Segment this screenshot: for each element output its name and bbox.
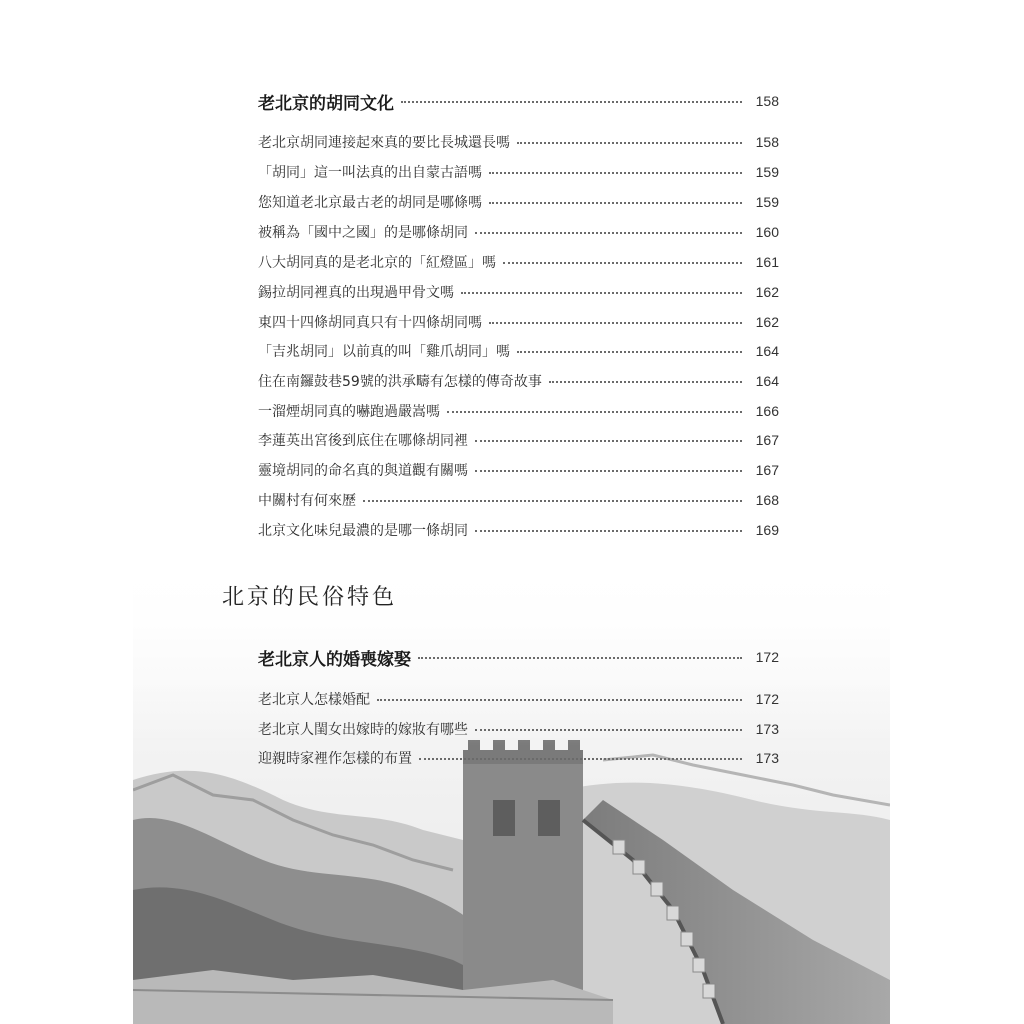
item-title: 老北京人怎樣婚配 — [258, 692, 370, 708]
page-number: 162 — [755, 314, 779, 330]
page-number: 172 — [755, 649, 779, 665]
chapter-title: 老北京的胡同文化 — [258, 93, 394, 114]
dot-leader — [517, 351, 742, 353]
dot-leader — [461, 292, 742, 294]
toc-item[interactable] — [258, 460, 779, 480]
item-title: 中關村有何來歷 — [258, 493, 356, 509]
page-number: 167 — [755, 432, 779, 448]
page-number: 172 — [755, 691, 779, 707]
dot-leader — [517, 142, 742, 144]
toc-item[interactable] — [258, 341, 779, 361]
page-number: 161 — [755, 254, 779, 270]
toc-item[interactable] — [258, 689, 779, 709]
dot-leader — [489, 172, 742, 174]
dot-leader — [503, 262, 742, 264]
toc-item[interactable] — [258, 192, 779, 212]
item-title: 靈境胡同的命名真的與道觀有關嗎 — [258, 463, 468, 479]
dot-leader — [475, 729, 742, 731]
item-title: 迎親時家裡作怎樣的布置 — [258, 751, 412, 767]
item-title: 錫拉胡同裡真的出現過甲骨文嗎 — [258, 285, 454, 301]
toc-item[interactable] — [258, 132, 779, 152]
dot-leader — [489, 322, 742, 324]
dot-leader — [549, 381, 742, 383]
dot-leader — [489, 202, 742, 204]
item-title: 老北京人閨女出嫁時的嫁妝有哪些 — [258, 722, 468, 738]
item-title: 東四十四條胡同真只有十四條胡同嗎 — [258, 315, 482, 331]
page-number: 158 — [755, 134, 779, 150]
page-number: 159 — [755, 164, 779, 180]
item-title: 一溜煙胡同真的嚇跑過嚴嵩嗎 — [258, 404, 440, 420]
toc-item[interactable] — [258, 490, 779, 510]
page-number: 164 — [755, 373, 779, 389]
item-title: 「胡同」這一叫法真的出自蒙古語嗎 — [258, 165, 482, 181]
dot-leader — [401, 101, 742, 103]
page-number: 162 — [755, 284, 779, 300]
toc-item[interactable] — [258, 748, 779, 768]
page-number: 166 — [755, 403, 779, 419]
item-title: 老北京胡同連接起來真的要比長城還長嗎 — [258, 135, 510, 151]
chapter-title: 老北京人的婚喪嫁娶 — [258, 649, 411, 670]
dot-leader — [418, 657, 742, 659]
dot-leader — [475, 530, 742, 532]
item-title: 您知道老北京最古老的胡同是哪條嗎 — [258, 195, 482, 211]
section-title: 北京的民俗特色 — [222, 585, 398, 610]
item-title: 被稱為「國中之國」的是哪條胡同 — [258, 225, 468, 241]
item-title: 「吉兆胡同」以前真的叫「雞爪胡同」嗎 — [258, 344, 510, 360]
item-title: 八大胡同真的是老北京的「紅燈區」嗎 — [258, 255, 496, 271]
dot-leader — [475, 440, 742, 442]
toc-item[interactable] — [258, 282, 779, 302]
dot-leader — [363, 500, 742, 502]
toc-item[interactable] — [258, 252, 779, 272]
dot-leader — [475, 470, 742, 472]
toc-item[interactable] — [258, 520, 779, 540]
great-wall-background-image — [133, 560, 890, 1024]
page-number: 168 — [755, 492, 779, 508]
toc-item[interactable] — [258, 162, 779, 182]
toc-item[interactable] — [258, 371, 779, 391]
dot-leader — [377, 699, 742, 701]
toc-item[interactable] — [258, 222, 779, 242]
page-number: 167 — [755, 462, 779, 478]
toc-chapter-heading[interactable] — [258, 644, 779, 670]
page-number: 173 — [755, 721, 779, 737]
page-number: 169 — [755, 522, 779, 538]
dot-leader — [419, 758, 742, 760]
page-number: 173 — [755, 750, 779, 766]
toc-item[interactable] — [258, 719, 779, 739]
toc-item[interactable] — [258, 430, 779, 450]
page-number: 159 — [755, 194, 779, 210]
item-title: 住在南鑼鼓巷59號的洪承疇有怎樣的傳奇故事 — [258, 374, 542, 390]
page-number: 160 — [755, 224, 779, 240]
toc-item[interactable] — [258, 312, 779, 332]
dot-leader — [447, 411, 742, 413]
item-title: 北京文化味兒最濃的是哪一條胡同 — [258, 523, 468, 539]
page-number: 164 — [755, 343, 779, 359]
toc-item[interactable] — [258, 401, 779, 421]
toc-chapter-heading[interactable] — [258, 88, 779, 114]
page-number: 158 — [755, 93, 779, 109]
dot-leader — [475, 232, 742, 234]
item-title: 李蓮英出宮後到底住在哪條胡同裡 — [258, 433, 468, 449]
